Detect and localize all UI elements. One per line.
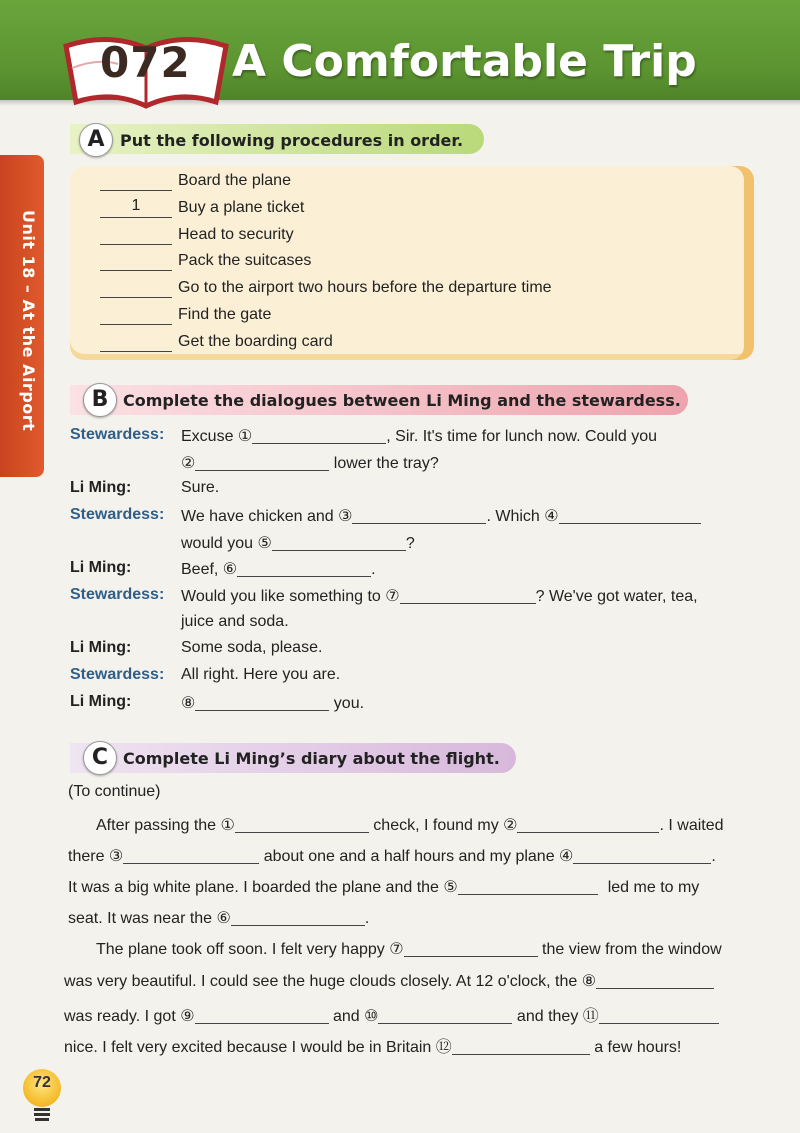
diary-blank-9[interactable] <box>195 1007 329 1024</box>
diary-blank-8[interactable] <box>596 972 714 989</box>
section-a-badge: A <box>79 123 113 157</box>
procedure-text: Pack the suitcases <box>178 252 312 269</box>
answer-blank-1[interactable] <box>252 427 386 444</box>
dialogue-text: ? We've got water, tea, <box>535 588 698 605</box>
diary-text: seat. It was near the ⑥ <box>68 910 231 927</box>
diary-text: about one and a half hours and my plane ④ <box>259 848 574 865</box>
speaker-liming: Li Ming: <box>70 693 132 710</box>
dialogue-line <box>181 586 698 606</box>
speaker-liming: Li Ming: <box>70 559 132 576</box>
procedure-answer-field[interactable]: 1 <box>100 197 172 218</box>
dialogue-line <box>181 426 657 446</box>
diary-line <box>68 846 716 866</box>
diary-line <box>96 939 722 959</box>
diary-text: a few hours! <box>589 1039 682 1056</box>
dialogue-text: ? <box>405 535 415 552</box>
section-b-instruction: Complete the dialogues between Li Ming and the stewardess. <box>123 391 681 410</box>
dialogue-text: Would you like something to ⑦ <box>181 588 400 605</box>
diary-text: there ③ <box>68 848 124 865</box>
diary-text: The plane took off soon. I felt very happy ⑦ <box>96 941 404 958</box>
procedure-text: Buy a plane ticket <box>178 199 305 216</box>
dialogue-text: We have chicken and ③ <box>181 508 353 525</box>
diary-blank-10[interactable] <box>378 1007 512 1024</box>
diary-text: nice. I felt very excited because I would be in Britain ⑫ <box>64 1039 452 1056</box>
diary-text: was ready. I got ⑨ <box>64 1008 195 1025</box>
section-c-badge: C <box>83 741 117 775</box>
dialogue-line <box>181 559 376 579</box>
procedure-text: Go to the airport two hours before the departure time <box>178 279 552 296</box>
dialogue-line <box>181 453 439 473</box>
answer-blank-8[interactable] <box>195 694 329 711</box>
diary-text: the view from the window <box>537 941 722 958</box>
diary-blank-7[interactable] <box>404 940 538 957</box>
answer-blank-3[interactable] <box>352 507 486 524</box>
speaker-stewardess: Stewardess: <box>70 506 165 523</box>
page-number: 72 <box>33 1074 51 1091</box>
procedure-answer-field[interactable] <box>100 224 172 245</box>
diary-text: After passing the ① <box>96 817 235 834</box>
diary-text: . <box>364 910 370 927</box>
dialogue-line <box>181 693 364 713</box>
answer-blank-5[interactable] <box>272 534 406 551</box>
diary-blank-11[interactable] <box>599 1007 719 1024</box>
diary-intro: (To continue) <box>68 783 161 800</box>
procedure-answer-field[interactable] <box>100 170 172 191</box>
dialogue-text: lower the tray? <box>329 455 439 472</box>
diary-blank-3[interactable] <box>123 847 259 864</box>
unit-side-tab-label: Unit 18 – At the Airport <box>19 210 38 432</box>
dialogue-text: . <box>371 561 376 578</box>
procedure-text: Head to security <box>178 226 294 243</box>
answer-blank-7[interactable] <box>400 587 536 604</box>
speaker-liming: Li Ming: <box>70 479 132 496</box>
dialogue-text: ② <box>181 455 196 472</box>
answer-blank-2[interactable] <box>195 454 329 471</box>
dialogue-line <box>181 506 701 526</box>
diary-blank-1[interactable] <box>235 816 369 833</box>
section-c-instruction: Complete Li Ming’s diary about the flight. <box>123 749 500 768</box>
diary-text: check, I found my ② <box>368 817 518 834</box>
speaker-liming: Li Ming: <box>70 639 132 656</box>
section-a-instruction: Put the following procedures in order. <box>120 131 464 150</box>
diary-blank-12[interactable] <box>452 1038 590 1055</box>
diary-line <box>68 908 369 928</box>
diary-text: led me to my <box>607 879 700 896</box>
dialogue-text: All right. Here you are. <box>181 666 341 683</box>
procedure-answer-field[interactable] <box>100 331 172 352</box>
diary-text: It was a big white plane. I boarded the plane and the ⑤ <box>68 879 458 896</box>
procedure-answer-field[interactable] <box>100 277 172 298</box>
lesson-number: 072 <box>100 38 191 87</box>
dialogue-text: Some soda, please. <box>181 639 323 656</box>
procedure-answer-field[interactable] <box>100 250 172 271</box>
section-b-badge: B <box>83 383 117 417</box>
answer-blank-6[interactable] <box>237 560 371 577</box>
diary-line <box>64 1034 681 1057</box>
dialogue-text: ⑧ <box>181 695 196 712</box>
speaker-stewardess: Stewardess: <box>70 666 165 683</box>
speaker-stewardess: Stewardess: <box>70 586 165 603</box>
dialogue-text: , Sir. It's time for lunch now. Could you <box>386 428 657 445</box>
diary-text: . I waited <box>659 817 724 834</box>
page-title: A Comfortable Trip <box>232 36 697 87</box>
diary-blank-6[interactable] <box>231 909 365 926</box>
diary-blank-2[interactable] <box>517 816 659 833</box>
diary-line <box>64 1003 719 1026</box>
dialogue-text: juice and soda. <box>181 613 289 630</box>
dialogue-text: Beef, ⑥ <box>181 561 238 578</box>
diary-blank-4[interactable] <box>573 847 711 864</box>
procedure-answer-field[interactable] <box>100 304 172 325</box>
procedure-text: Board the plane <box>178 172 291 189</box>
diary-text: was very beautiful. I could see the huge clouds closely. At 12 o'clock, the ⑧ <box>64 973 597 990</box>
dialogue-text: . Which ④ <box>486 508 559 525</box>
diary-line <box>64 971 714 991</box>
procedure-box <box>70 166 754 360</box>
diary-blank-5[interactable] <box>458 878 598 895</box>
diary-line <box>96 815 724 835</box>
answer-blank-4[interactable] <box>559 507 701 524</box>
dialogue-text: you. <box>329 695 365 712</box>
dialogue-text: Excuse ① <box>181 428 253 445</box>
speaker-stewardess: Stewardess: <box>70 426 165 443</box>
diary-text: and they ⑪ <box>512 1008 599 1025</box>
dialogue-line <box>181 533 415 553</box>
dialogue-text: Sure. <box>181 479 220 496</box>
dialogue-text: would you ⑤ <box>181 535 272 552</box>
procedure-text: Get the boarding card <box>178 333 333 350</box>
diary-text: and ⑩ <box>328 1008 379 1025</box>
procedure-text: Find the gate <box>178 306 272 323</box>
diary-text: . <box>711 848 716 865</box>
diary-line <box>68 877 699 897</box>
